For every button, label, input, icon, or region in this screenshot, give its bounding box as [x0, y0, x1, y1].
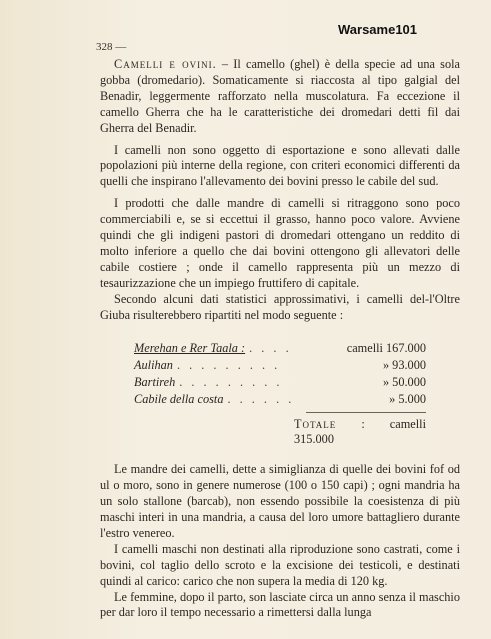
table-row — [134, 374, 426, 391]
paragraph: I camelli maschi non destinati alla riproduzione sono castrati, come i bovini, col taglio dello scroto e la excisione dei testicoli, e destinati quindi al carico: carico che non supera la media di 120 kg. — [100, 541, 460, 588]
row-value: camelli 167.000 — [346, 340, 426, 355]
total-rule — [306, 412, 426, 413]
row-value: » 50.000 — [382, 374, 426, 389]
leader-dots: . . . . . . . . . — [179, 374, 283, 389]
row-name: Bartireh — [134, 374, 176, 389]
table-row — [134, 340, 426, 357]
intro-text: – Il camello (ghel) è della specie ad una sola gobba (dromedario). Somaticamente si riaccosta al tipo galgial del Benadir, leggermente rafforzato nella muscolatura. Fa eccezione il camello Gherra che ha le caratteristiche dei dromedari detti fil dai Gherra del Benadir. — [100, 57, 460, 135]
table-total — [294, 417, 426, 449]
camel-distribution-table — [134, 340, 426, 449]
row-name: Aulihan — [134, 357, 173, 372]
leader-dots: . . . . — [249, 340, 292, 355]
table-row — [134, 391, 426, 408]
row-name: Cabile della costa — [134, 391, 224, 406]
page-body — [100, 57, 460, 621]
table-row — [134, 357, 426, 374]
paragraph: Le femmine, dopo il parto, son lasciate circa un anno senza il maschio per dar loro il tempo necessario a rimettersi dalla lunga — [100, 589, 460, 620]
paragraph: Le mandre dei camelli, dette a simiglianza di quelle dei bovini fof od ul o moro, sono in genere numerose (100 o 150 capi) ; ogni mandria ha un solo stallone (barcab), non essendo possibile la coesistenza di più maschi interi in una mandria, a causa del loro umore battagliero durante l'estro venereo. — [100, 462, 460, 540]
total-label: Totale : — [294, 416, 366, 431]
leader-dots: . . . . . . — [227, 391, 295, 406]
row-name: Merehan e Rer Taala : — [134, 340, 246, 355]
leader-dots: . . . . . . . . . — [176, 357, 281, 372]
paragraph: I camelli non sono oggetto di esportazione e sono allevati dalle popolazioni più interne della regione, con criteri economici differenti da quelli che inspirano l'allevamento dei bovini presso le cabile del sud. — [100, 142, 460, 189]
section-heading: Camelli e ovini. — [114, 57, 217, 71]
paragraph: Secondo alcuni dati statistici approssimativi, i camelli del-l'Oltre Giuba risulterebbero ripartiti nel modo seguente : — [100, 291, 460, 322]
paragraph: I prodotti che dalle mandre di camelli si ritraggono sono poco commerciabili e, se si eccettui il grasso, hanno poco valore. Avviene quindi che gli indigeni pastori di dromedari ottengano un reddito di molto inferiore a quello che dai bovini ottengono gli allevatori delle cabile costiere ; onde il camello rappresenta più un mezzo di tesaurizzazione che un impiego fruttifero di capitale. — [100, 196, 460, 290]
row-value: » 5.000 — [389, 391, 426, 406]
intro-paragraph — [100, 57, 460, 137]
watermark: Warsame101 — [338, 22, 418, 37]
page-number: 328 — — [96, 41, 127, 53]
total-value: camelli 315.000 — [294, 416, 426, 447]
row-value: » 93.000 — [382, 357, 426, 372]
